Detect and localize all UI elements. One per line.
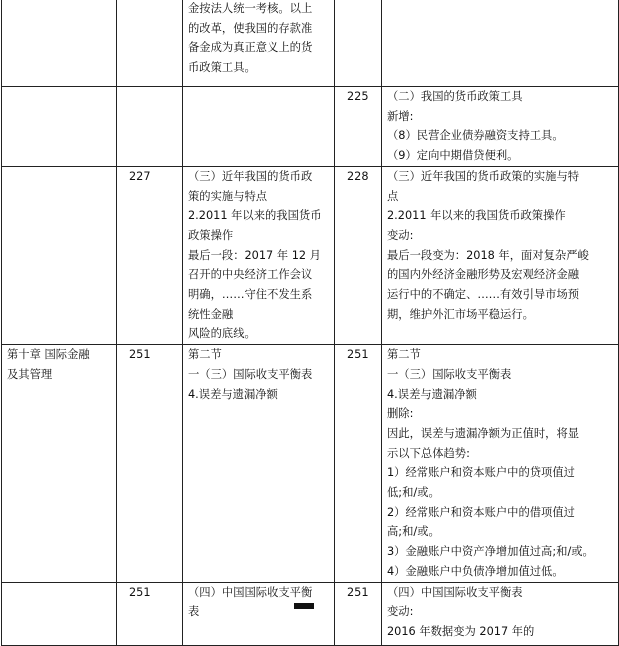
text-line: （8）民营企业债券融资支持工具。 xyxy=(387,129,564,143)
old-content-cell xyxy=(183,0,335,87)
text-line: 新增: xyxy=(387,109,414,123)
text-line: （三）近年我国的货币政 xyxy=(188,169,313,183)
text-line: 4）金融账户中负债净增加值过低。 xyxy=(387,564,564,578)
page-number: 251 xyxy=(347,585,369,599)
chapter-cell xyxy=(2,166,117,344)
new-page-cell xyxy=(335,0,382,87)
old-page-cell xyxy=(117,0,183,87)
table-row xyxy=(2,345,619,582)
chapter-cell xyxy=(2,87,117,167)
page-edge-mark xyxy=(294,603,314,609)
page-number: 251 xyxy=(347,348,369,362)
text-line: 金按法人统一考核。以上 xyxy=(188,2,313,15)
text-line: 2016 年数据变为 2017 年的 xyxy=(387,624,535,638)
text-line: 明确，……守住不发生系 xyxy=(188,288,313,302)
text-line: 变动: xyxy=(387,228,414,242)
old-page-cell xyxy=(117,582,183,645)
text-line: 备金成为真正意义上的货 xyxy=(188,41,313,55)
table-row xyxy=(2,87,619,167)
text-line: 4.误差与遗漏净额 xyxy=(387,387,477,401)
page-number: 251 xyxy=(129,585,151,599)
text-line: 变动: xyxy=(387,605,414,619)
text-line: 一（三）国际收支平衡表 xyxy=(387,367,512,381)
chapter-cell xyxy=(2,0,117,87)
text-line: 币政策工具。 xyxy=(188,61,256,75)
text-line: （9）定向中期借贷便利。 xyxy=(387,149,519,163)
new-page-cell xyxy=(335,166,382,344)
text-line: 删除: xyxy=(387,407,414,421)
chapter-cell xyxy=(2,345,117,582)
text-line: 1）经常账户和资本账户中的贷项值过 xyxy=(387,466,575,480)
text-line: 最后一段：2017 年 12 月 xyxy=(188,248,321,262)
table-row xyxy=(2,582,619,645)
text-line: （四）中国国际收支平衡表 xyxy=(387,585,523,599)
text-line: 风险的底线。 xyxy=(188,327,256,341)
text-line: 运行中的不确定、……有效引导市场预 xyxy=(387,288,580,302)
text-line: （二）我国的货币政策工具 xyxy=(387,90,523,103)
text-line: 策的实施与特点 xyxy=(188,189,268,203)
text-line: 点 xyxy=(387,189,399,203)
old-content-cell xyxy=(183,87,335,167)
text-line: 政策操作 xyxy=(188,228,234,242)
page-number: 225 xyxy=(347,90,369,103)
new-page-cell xyxy=(335,345,382,582)
new-page-cell xyxy=(335,582,382,645)
text-line: 2.2011 年以来的我国货币 xyxy=(188,209,322,223)
old-content-cell xyxy=(183,166,335,344)
text-line: 2）经常账户和资本账户中的借项值过 xyxy=(387,505,575,519)
new-content-cell xyxy=(382,345,619,582)
text-line: 2.2011 年以来的我国货币政策操作 xyxy=(387,209,566,223)
page-number: 251 xyxy=(129,348,151,362)
text-line: 示以下总体趋势: xyxy=(387,446,470,460)
page-number: 227 xyxy=(129,169,151,183)
text-line: 第二节 xyxy=(188,348,222,362)
chapter-title-line: 第十章 国际金融 xyxy=(7,348,90,362)
old-page-cell xyxy=(117,166,183,344)
old-content-cell xyxy=(183,345,335,582)
text-line: 期，维护外汇市场平稳运行。 xyxy=(387,307,534,321)
text-line: 3）金融账户中资产净增加值过高;和/或。 xyxy=(387,545,594,559)
text-line: 第二节 xyxy=(387,348,421,362)
text-line: 召开的中央经济工作会议 xyxy=(188,268,313,282)
chapter-cell xyxy=(2,582,117,645)
text-line: 最后一段变为：2018 年，面对复杂严峻 xyxy=(387,248,589,262)
table-row xyxy=(2,166,619,344)
revision-comparison-table xyxy=(1,0,619,646)
new-content-cell xyxy=(382,166,619,344)
text-line: 统性金融 xyxy=(188,307,234,321)
text-line: 的改革，使我国的存款准 xyxy=(188,21,313,35)
new-content-cell xyxy=(382,582,619,645)
page-number: 228 xyxy=(347,169,369,183)
table-row xyxy=(2,0,619,87)
text-line: 因此，误差与遗漏净额为正值时，将显 xyxy=(387,426,580,440)
text-line: 一（三）国际收支平衡表 xyxy=(188,367,313,381)
chapter-title-line: 及其管理 xyxy=(7,367,53,381)
text-line: （四）中国国际收支平衡 xyxy=(188,585,313,599)
text-line: 表 xyxy=(188,605,200,619)
text-line: 低;和/或。 xyxy=(387,486,440,500)
new-content-cell xyxy=(382,0,619,87)
text-line: 高;和/或。 xyxy=(387,525,440,539)
text-line: （三）近年我国的货币政策的实施与特 xyxy=(387,169,580,183)
old-page-cell xyxy=(117,345,183,582)
old-content-cell xyxy=(183,582,335,645)
new-content-cell xyxy=(382,87,619,167)
text-line: 的国内外经济金融形势及宏观经济金融 xyxy=(387,268,580,282)
new-page-cell xyxy=(335,87,382,167)
text-line: 4.误差与遗漏净额 xyxy=(188,387,278,401)
old-page-cell xyxy=(117,87,183,167)
